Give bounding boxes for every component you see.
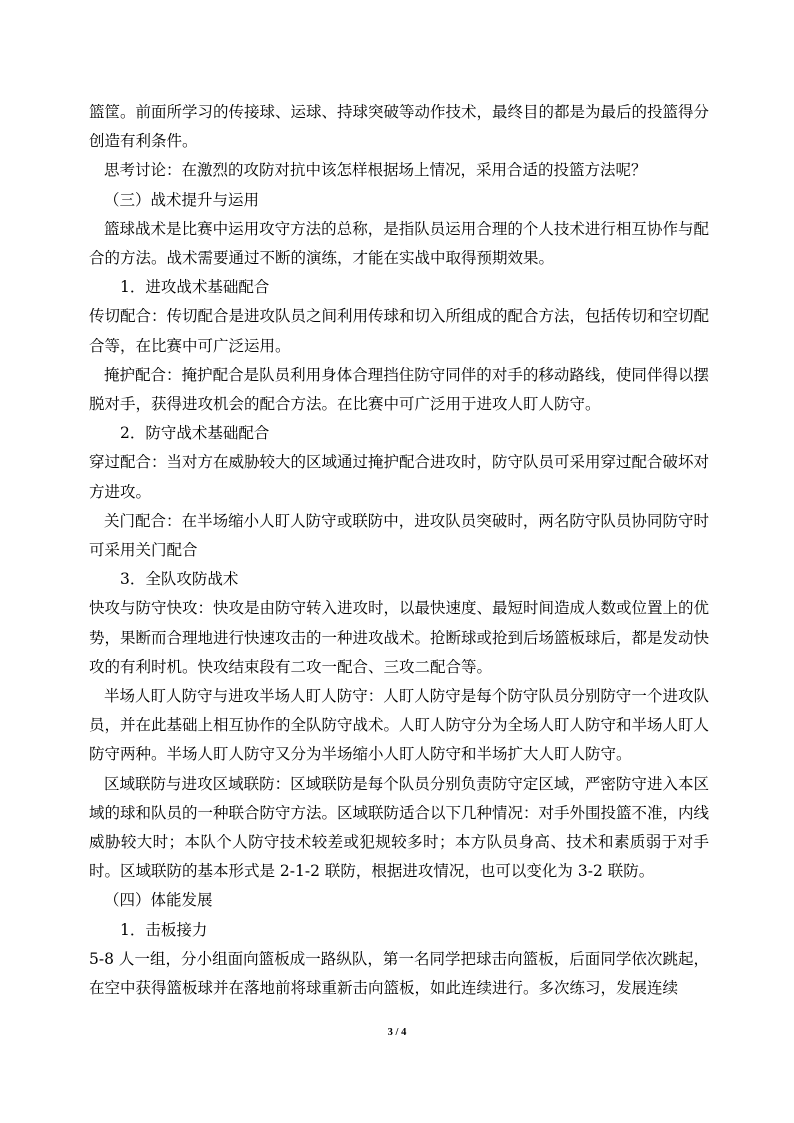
paragraph: 快攻与防守快攻：快攻是由防守转入进攻时，以最快速度、最短时间造成人数或位置上的优势，果断而合理地进行快速攻击的一种进攻战术。抢断球或抢到后场篮板球后，都是发动快攻的有利时机。快攻结束段有二攻一配合、三攻二配合等。 [89,599,710,676]
paragraph: 5-8 人一组，分小组面向篮板成一路纵队，第一名同学把球击向篮板，后面同学依次跳起，在空中获得篮板球并在落地前将球重新击向篮板，如此连续进行。多次练习，发展连续 [89,949,709,998]
subsection-heading: 2．防守战术基础配合 [120,424,270,443]
body-text [89,98,709,1003]
paragraph: 关门配合：在半场缩小人盯人防守或联防中，进攻队员突破时，两名防守队员协同防守时可采用关门配合 [89,511,709,560]
subsection-heading: 1．击板接力 [120,920,208,939]
paragraph: 掩护配合：掩护配合是队员利用身体合理挡住防守同伴的对手的移动路线，使同伴得以摆脱对手，获得进攻机会的配合方法。在比赛中可广泛用于进攻人盯人防守。 [89,365,709,414]
subsection-heading: 3．全队攻防战术 [120,570,239,589]
paragraph: 穿过配合：当对方在威胁较大的区域通过掩护配合进攻时，防守队员可采用穿过配合破坏对方进攻。 [89,453,710,501]
section-heading: （三）战术提升与运用 [104,190,260,209]
paragraph: 半场人盯人防守与进攻半场人盯人防守：人盯人防守是每个防守队员分别防守一个进攻队员，并在此基础上相互协作的全队防守战术。人盯人防守分为全场人盯人防守和半场人盯人防守两种。半场人盯人防守又分为半场缩小人盯人防守和半场扩大人盯人防守。 [89,687,710,764]
paragraph: 思考讨论：在激烈的攻防对抗中该怎样根据场上情况，采用合适的投篮方法呢？ [104,161,647,180]
paragraph: 篮球战术是比赛中运用攻守方法的总称，是指队员运用合理的个人技术进行相互协作与配合的方法。战术需要通过不断的演练，才能在实战中取得预期效果。 [89,219,709,268]
subsection-heading: 1．进攻战术基础配合 [120,278,270,297]
paragraph: 篮筐。前面所学习的传接球、运球、持球突破等动作技术，最终目的都是为最后的投篮得分创造有利条件。 [89,103,710,151]
page-number: 3 / 4 [387,1027,407,1038]
paragraph: 区域联防与进攻区域联防：区域联防是每个队员分别负责防守定区域，严密防守进入本区域的球和队员的一种联合防守方法。区域联防适合以下几种情况：对手外围投篮不准，内线威胁较大时；本队个人防守技术较差或犯规较多时；本方队员身高、技术和素质弱于对手时。区域联防的基本形式是 2-1-2 联防，根据进攻情况，也可以变化为 3-2 联防。 [89,774,710,881]
section-heading: （四）体能发展 [104,891,213,910]
paragraph: 传切配合：传切配合是进攻队员之间利用传球和切入所组成的配合方法，包括传切和空切配合等，在比赛中可广泛运用。 [89,307,710,355]
